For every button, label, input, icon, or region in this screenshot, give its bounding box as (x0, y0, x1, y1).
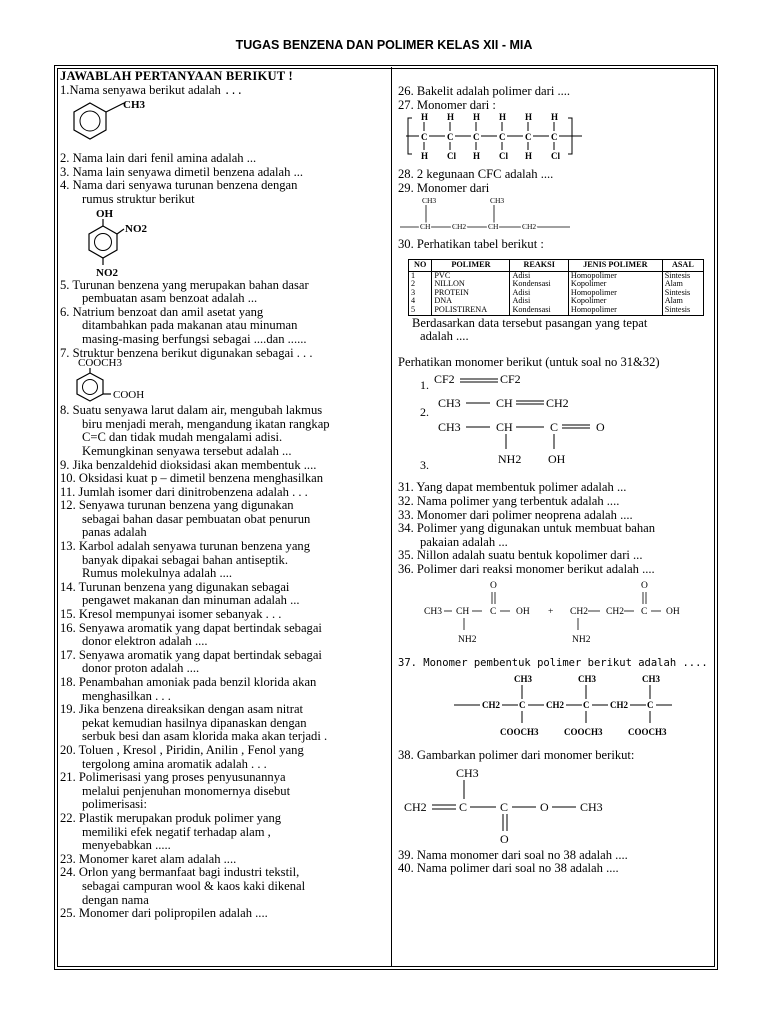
table-cell: Kopolimer (568, 280, 662, 289)
mma-o-carbonyl: O (500, 831, 509, 846)
pp-ch3-1: CH3 (422, 196, 437, 206)
pp-ch3-2: CH3 (490, 196, 505, 206)
mma-ch3-top: CH3 (456, 765, 479, 780)
table-cell: Kopolimer (568, 297, 662, 306)
question-4-cont: rumus struktur berikut (82, 191, 195, 206)
mma-c-alpha: C (459, 799, 468, 814)
table-cell: PVC (432, 271, 510, 280)
pvc-c: C (421, 132, 428, 143)
pvc-c: C (499, 132, 506, 143)
pma-cooch3: COOCH3 (564, 727, 603, 738)
aa2-c: C (641, 607, 648, 618)
pvc-c: C (447, 132, 454, 143)
table-row (409, 306, 704, 315)
question-7: 7. Struktur benzena berikut digunakan sebagai . . . (60, 345, 313, 360)
question-22-cont-1: memiliki efek negatif terhadap alam , (82, 824, 271, 839)
svg-text:CH3 (123, 99, 146, 111)
question-35: 35. Nillon adalah suatu bentuk kopolimer dari ... (398, 548, 643, 563)
pma-c: C (647, 700, 654, 711)
table-cell: Alam (662, 297, 703, 306)
monomer-1-number: 1. (420, 378, 429, 393)
table-cell: Kondensasi (510, 306, 568, 315)
question-14: 14. Turunan benzena yang digunakan sebagai (60, 579, 290, 594)
table-cell: Homopolimer (568, 289, 662, 298)
pvc-chain-structure (406, 112, 586, 162)
question-38: 38. Gambarkan polimer dari monomer berikut: (398, 748, 635, 763)
question-33: 33. Monomer dari polimer neoprena adalah .... (398, 507, 633, 522)
pp-ch2-1: CH2 (452, 222, 467, 232)
right-column (398, 85, 710, 876)
aa2-ch2-a: CH2 (570, 607, 588, 618)
table-row (409, 289, 704, 298)
monomer-3-c: C (550, 420, 559, 435)
pma-c: C (519, 700, 526, 711)
question-3: 3. Nama lain senyawa dimetil benzena adalah ... (60, 164, 304, 179)
question-17-cont: donor proton adalah .... (82, 661, 200, 676)
pvc-h-bottom: H (525, 151, 533, 162)
question-34-cont: pakaian adalah ... (420, 534, 508, 549)
question-2: 2. Nama lain dari fenil amina adalah ... (60, 151, 257, 166)
aa2-o: O (641, 581, 648, 592)
aa1-nh2: NH2 (458, 635, 477, 646)
pvc-c: C (525, 132, 532, 143)
pp-ch-1: CH (420, 222, 431, 232)
pvc-h-top: H (499, 112, 507, 123)
question-16: 16. Senyawa aromatik yang dapat bertindak sebagai (60, 620, 322, 635)
question-29: 29. Monomer dari (398, 180, 490, 195)
question-1-dots: ... (224, 84, 243, 97)
polymethacrylate-chain (398, 673, 698, 743)
question-14-cont: pengawet makanan dan minuman adalah ... (82, 593, 300, 608)
question-37 (398, 656, 710, 671)
no2-label-lower: NO2 (96, 266, 118, 279)
question-30-cont-1: Berdasarkan data tersebut pasangan yang tepat (412, 315, 648, 330)
table-cell: DNA (432, 297, 510, 306)
question-30-cont-2: adalah .... (420, 329, 469, 344)
page-title: TUGAS BENZENA DAN POLIMER KELAS XII - MIA (235, 38, 533, 52)
table-header-cell: POLIMER (432, 259, 510, 271)
question-24-cont-2: dengan nama (82, 892, 149, 907)
question-21-cont-2: polimerisasi: (82, 797, 148, 812)
question-15: 15. Kresol mempunyai isomer sebanyak . . . (60, 607, 282, 622)
pma-ch2: CH2 (610, 700, 628, 711)
pvc-h-top: H (473, 112, 481, 123)
polymer-table (408, 259, 704, 316)
question-21: 21. Polimerisasi yang proses penyusunannya (60, 770, 286, 785)
mma-o-ester: O (540, 799, 549, 814)
aa2-nh2: NH2 (572, 635, 591, 646)
question-34: 34. Polimer yang digunakan untuk membuat bahan (398, 521, 656, 536)
question-11: 11. Jumlah isomer dari dinitrobenzena adalah . . . (60, 484, 308, 499)
question-1 (60, 84, 386, 99)
table-cell: Adisi (510, 271, 568, 280)
pvc-cl-bottom: Cl (499, 151, 508, 162)
question-6: 6. Natrium benzoat dan amil asetat yang (60, 304, 264, 319)
cooh-label: COOH (113, 389, 145, 402)
table-cell: 5 (409, 306, 432, 315)
question-22-cont-2: menyebabkan ..... (82, 838, 171, 853)
aa1-oh: OH (516, 607, 530, 618)
question-20-cont: tergolong amina aromatik adalah . . . (82, 756, 267, 771)
pp-ch2-2: CH2 (522, 222, 537, 232)
question-24-cont-1: sebagai campuran wool & kaos kaki dikenal (82, 878, 306, 893)
question-18: 18. Penambahan amoniak pada benzil klorida akan (60, 675, 317, 689)
aa2-oh: OH (666, 607, 680, 618)
monomer-3-ch: CH (496, 420, 513, 435)
cooch3-label: COOCH3 (78, 358, 123, 370)
question-9: 9. Jika benzaldehid dioksidasi akan membentuk .... (60, 457, 317, 472)
pvc-h-top: H (421, 112, 429, 123)
table-header-cell: NO (409, 259, 432, 271)
monomer-2-ch3: CH3 (438, 396, 461, 411)
question-18-cont: menghasilkan . . . (82, 688, 171, 703)
aa1-ch: CH (456, 607, 470, 618)
mma-ch3-ester: CH3 (580, 799, 603, 814)
polypropylene-chain-structure (398, 195, 578, 235)
monomer-1-cf2-a: CF2 (434, 372, 455, 387)
question-10: 10. Oksidasi kuat p – dimetil benzena menghasilkan (60, 471, 324, 486)
question-1-text: 1.Nama senyawa berikut adalah (60, 82, 221, 97)
table-cell: 1 (409, 271, 432, 280)
pma-c: C (583, 700, 590, 711)
table-cell: Alam (662, 280, 703, 289)
question-24: 24. Orlon yang bermanfaat bagi industri tekstil, (60, 865, 300, 880)
pvc-c: C (473, 132, 480, 143)
column-divider (391, 67, 392, 966)
question-19-cont-2: serbuk besi dan asam klorida maka akan terjadi . (82, 729, 328, 744)
aa1-ch3: CH3 (424, 607, 442, 618)
table-cell: Sintesis (662, 271, 703, 280)
pvc-cl-bottom: Cl (447, 151, 456, 162)
table-cell: Sintesis (662, 289, 703, 298)
aa1-o: O (490, 581, 497, 592)
question-13-cont-2: Rumus molekulnya adalah .... (82, 566, 233, 581)
pvc-c: C (551, 132, 558, 143)
table-cell: 4 (409, 297, 432, 306)
aa2-ch2-b: CH2 (606, 607, 624, 618)
question-32: 32. Nama polimer yang terbentuk adalah .... (398, 493, 620, 508)
monomer-3-ch3: CH3 (438, 420, 461, 435)
table-cell: Homopolimer (568, 271, 662, 280)
pma-ch3: CH3 (578, 674, 596, 685)
question-5: 5. Turunan benzena yang merupakan bahan dasar (60, 277, 309, 292)
pp-ch-2: CH (488, 222, 499, 232)
question-30: 30. Perhatikan tabel berikut : (398, 237, 544, 252)
table-header-cell: JENIS POLIMER (568, 259, 662, 271)
question-25: 25. Monomer dari polipropilen adalah .... (60, 906, 268, 921)
monomer-1-cf2-b: CF2 (500, 372, 521, 387)
left-column (60, 70, 386, 921)
amino-acid-reaction (398, 578, 698, 650)
monomer-3-number: 3. (420, 458, 429, 473)
mma-c-carbonyl: C (500, 799, 509, 814)
question-20: 20. Toluen , Kresol , Piridin, Anilin , Fenol yang (60, 742, 304, 757)
question-36: 36. Polimer dari reaksi monomer berikut adalah .... (398, 561, 655, 576)
benzoate-structure (76, 358, 206, 404)
table-cell: 2 (409, 280, 432, 289)
monomer-3-o: O (596, 420, 605, 435)
monomer-3-nh2: NH2 (498, 452, 522, 467)
table-header-cell: ASAL (662, 259, 703, 271)
question-37-text: 37. Monomer pembentuk polimer berikut adalah .... (398, 657, 708, 670)
question-6-cont-2: masing-masing berfungsi sebagai ....dan ...... (82, 331, 307, 346)
question-8-cont-3: Kemungkinan senyawa tersebut adalah ... (82, 443, 292, 458)
monomer-2-number: 2. (420, 405, 429, 420)
pvc-cl-bottom: Cl (551, 151, 560, 162)
question-12-cont-1: sebagai bahan dasar pembuatan obat penurun (82, 511, 311, 526)
question-22: 22. Plastik merupakan produk polimer yang (60, 810, 282, 825)
question-16-cont: donor elektron adalah .... (82, 634, 208, 649)
methyl-methacrylate-structure (398, 763, 638, 847)
question-12-cont-2: panas adalah (82, 525, 147, 540)
question-26: 26. Bakelit adalah polimer dari .... (398, 84, 571, 98)
aa1-c: C (490, 607, 497, 618)
pvc-h-top: H (447, 112, 455, 123)
pma-cooch3: COOCH3 (628, 727, 667, 738)
monomer-3-oh: OH (548, 452, 566, 467)
pvc-h-bottom: H (473, 151, 481, 162)
table-cell: Adisi (510, 297, 568, 306)
pma-ch3: CH3 (514, 674, 532, 685)
table-cell: Adisi (510, 289, 568, 298)
question-31: 31. Yang dapat membentuk polimer adalah ... (398, 480, 627, 495)
question-4: 4. Nama dari senyawa turunan benzena dengan (60, 178, 298, 193)
question-21-cont-1: melalui penjenuhan monomernya disebut (82, 783, 291, 798)
question-13-cont-1: banyak dipakai sebagai bahan antiseptik. (82, 552, 288, 567)
monomer-2-ch: CH (496, 396, 513, 411)
question-27: 27. Monomer dari : (398, 97, 496, 112)
pma-ch3: CH3 (642, 674, 660, 685)
pma-ch2: CH2 (482, 700, 500, 711)
mma-ch2: CH2 (404, 799, 427, 814)
pvc-h-bottom: H (421, 151, 429, 162)
table-cell: POLISTIRENA (432, 306, 510, 315)
question-19-cont-1: pekat kemudian hasilnya dipanaskan dengan (82, 715, 307, 730)
question-8-cont-2: C=C dan tidak mudah mengalami adisi. (82, 430, 283, 445)
monomer-2-ch2: CH2 (546, 396, 569, 411)
monomer-intro: Perhatikan monomer berikut (untuk soal no 31&32) (398, 354, 660, 369)
oh-label: OH (96, 207, 114, 220)
table-cell: Kondensasi (510, 280, 568, 289)
nitrophenol-structure (88, 207, 208, 279)
monomer-structures (420, 369, 660, 473)
no2-label-upper: NO2 (125, 222, 147, 235)
table-cell: Homopolimer (568, 306, 662, 315)
toluene-ch3-label: CH3 (123, 99, 145, 112)
table-cell: Sintesis (662, 306, 703, 315)
instruction-header: JAWABLAH PERTANYAAN BERIKUT ! (60, 69, 293, 83)
question-19: 19. Jika benzena direaksikan dengan asam nitrat (60, 702, 304, 717)
table-header-cell: REAKSI (510, 259, 568, 271)
pvc-h-top: H (525, 112, 533, 123)
question-13: 13. Karbol adalah senyawa turunan benzena yang (60, 539, 311, 554)
question-5-cont: pembuatan asam benzoat adalah ... (82, 291, 258, 306)
question-8-cont-1: biru menjadi merah, mengandung ikatan rangkap (82, 416, 330, 431)
pvc-h-top: H (551, 112, 559, 123)
question-39: 39. Nama monomer dari soal no 38 adalah .... (398, 847, 628, 862)
question-17: 17. Senyawa aromatik yang dapat bertindak sebagai (60, 647, 322, 662)
question-40: 40. Nama polimer dari soal no 38 adalah .... (398, 861, 619, 876)
table-cell: PROTEIN (432, 289, 510, 298)
question-23: 23. Monomer karet alam adalah .... (60, 851, 237, 866)
pma-ch2: CH2 (546, 700, 564, 711)
toluene-structure (66, 98, 186, 152)
table-cell: 3 (409, 289, 432, 298)
question-12: 12. Senyawa turunan benzena yang digunakan (60, 498, 294, 513)
question-6-cont-1: ditambahkan pada makanan atau minuman (82, 318, 298, 333)
question-28: 28. 2 kegunaan CFC adalah .... (398, 167, 554, 182)
question-8: 8. Suatu senyawa larut dalam air, mengubah lakmus (60, 403, 323, 418)
plus-sign: + (548, 607, 554, 618)
pma-cooch3: COOCH3 (500, 727, 539, 738)
table-cell: NILLON (432, 280, 510, 289)
